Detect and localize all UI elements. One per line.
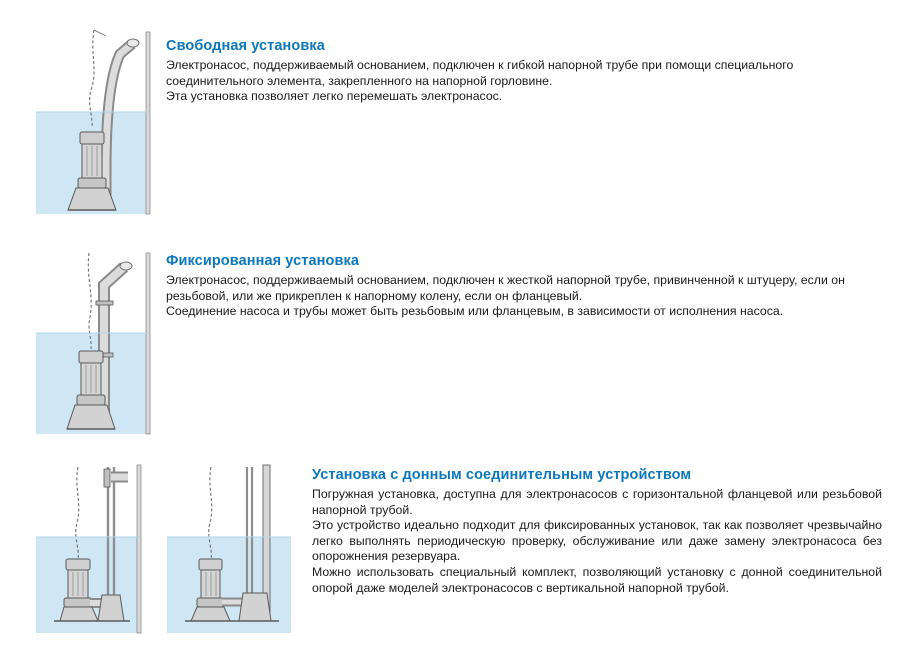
pump-top-cap: [80, 132, 104, 144]
fixed-installation-svg: [20, 245, 155, 435]
bottom-coupling-paragraph-1: Погружная установка, доступна для электронасосов с горизонтальной фланцевой или резьбовой напорной трубой.: [312, 487, 882, 517]
fixed-installation-paragraph-1: Электронасос, поддерживаемый основанием, подключен к жесткой напорной трубе, привинченной к штуцеру, если он резьбовой, или же прикреплен к напорному колену, если он фланцевый.: [166, 273, 845, 303]
tank-wall: [146, 253, 150, 434]
bottom-coupling-left-svg: [20, 455, 145, 635]
bottom-coupling-foot: [98, 595, 124, 621]
pump-volute: [197, 598, 224, 607]
pump-support: [191, 607, 230, 621]
pipe-outlet: [120, 262, 132, 270]
fixed-installation-diagram: [20, 245, 155, 435]
bottom-coupling-foot: [239, 593, 271, 621]
fixed-installation-paragraph-2: Соединение насоса и трубы может быть резьбовым или фланцевым, в зависимости от исполнения насоса.: [166, 304, 784, 319]
free-installation-paragraph-2: Эта установка позволяет легко перемешать электронасос.: [166, 89, 503, 104]
pump-volute: [64, 598, 92, 607]
bottom-coupling-heading: Установка с донным соединительным устройством: [312, 467, 692, 483]
bottom-coupling-paragraph-2: Это устройство идеально подходит для фиксированных установок, так как позволяет чрезвычайно легко выполнять периодическую проверку, обслуживание или даже замену электронасоса без опорожнения резервуара.: [312, 518, 882, 564]
pump-top-cap: [79, 351, 103, 363]
pump-top-cap: [66, 559, 90, 570]
pump-support-base: [68, 188, 116, 210]
chain-top: [94, 30, 106, 36]
pump-volute: [77, 395, 105, 405]
free-installation-svg: [20, 20, 155, 215]
fixed-installation-heading: Фиксированная установка: [166, 253, 359, 269]
fixed-installation-text: [166, 253, 881, 320]
pipe-flange: [96, 301, 113, 305]
pump-volute: [78, 178, 106, 188]
free-installation-diagram: [20, 20, 155, 215]
tank-wall: [146, 32, 150, 214]
pump-support: [60, 607, 98, 621]
bottom-coupling-text: [312, 467, 882, 596]
pump-support-base: [67, 405, 115, 429]
vertical-discharge-pipe: [263, 465, 270, 613]
bottom-coupling-paragraph-3: Можно использовать специальный комплект, позволяющий установку с донной соединительной опорой даже моделей электронасосов с вертикальной напорной трубой.: [312, 564, 882, 595]
free-installation-paragraph-1: Электронасос, поддерживаемый основанием, подключен к гибкой напорной трубе при помощи специального соединительного элемента, закрепленного на напорной горловине.: [166, 58, 794, 88]
bracket-flange: [104, 469, 110, 487]
bottom-coupling-diagram-left: [20, 455, 145, 635]
pipe-outlet: [127, 39, 139, 47]
tank-wall: [137, 465, 141, 633]
bottom-coupling-diagram-right: [155, 455, 300, 635]
free-installation-heading: Свободная установка: [166, 38, 325, 54]
bottom-coupling-right-svg: [155, 455, 300, 635]
free-installation-text: [166, 38, 881, 105]
pump-top-cap: [199, 559, 222, 570]
